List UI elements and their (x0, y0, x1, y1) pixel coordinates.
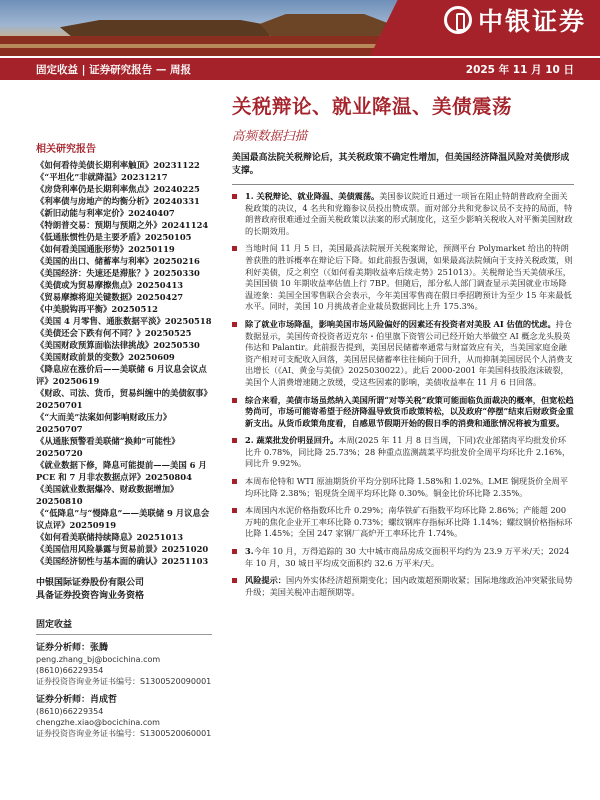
analyst-license: 证券投资咨询业务证书编号：S1300520090001 (36, 677, 212, 686)
bar-separator: | (81, 63, 86, 76)
report-abstract: 美国最高法院关税辩论后，其关税政策不确定性增加，但美国经济降温风险对美债形成支撑。 (232, 153, 570, 176)
related-report-item[interactable]: 《“低降息”与“慢降息”——美联储 9 月议息会议点评》20250919 (36, 508, 210, 530)
report-info-bar (0, 58, 600, 80)
analyst-phone: (8610)66229354 (36, 666, 104, 675)
main-content (232, 92, 574, 604)
summary-item-text: 本周(2025 年 11 月 8 日当周，下同)农业部猪肉平均批发价环比升 0.78%，同比降 25.73%；28 种重点监测蔬菜平均批发价全周平均环比升 2.16%，同比升 9.92%。 (245, 435, 571, 469)
related-report-item[interactable]: 《中美脱钩再平衡》20250512 (36, 304, 158, 314)
related-report-item[interactable]: 《房贷利率仍是长期利率焦点》20240225 (36, 184, 200, 194)
related-report-item[interactable]: 《从通胀预警看美联储“换帅”可能性》20250720 (36, 436, 180, 458)
bullet-icon (232, 398, 237, 403)
summary-item-lead: 2. 蔬菜批发价明显回升。 (245, 435, 339, 446)
category-label: 固定收益 (36, 63, 78, 76)
summary-item (232, 395, 574, 430)
bullet-icon (232, 508, 237, 513)
related-report-item[interactable]: 《美国就业数据爆冷、财政数据增加》20250810 (36, 484, 179, 506)
company-logo (444, 0, 586, 40)
related-report-item[interactable]: 《新旧动能与利率定价》20240407 (36, 208, 175, 218)
report-labels: 固定收益 | 证券研究报告 — 周报 (36, 63, 191, 76)
bullet-icon (232, 479, 237, 484)
related-report-item[interactable]: 《如何看美联储持续降息》20251013 (36, 532, 184, 542)
related-report-item[interactable]: 《如何看待美债长期利率触顶》20231122 (36, 160, 200, 170)
summary-list (232, 191, 574, 598)
summary-item-lead: 3. (245, 546, 254, 557)
summary-item-lead: 1. 关税辩论、就业降温、美债震荡。 (245, 191, 380, 201)
related-reports-title: 相关研究报告 (36, 144, 96, 155)
related-report-item[interactable]: 《“平坦化”非就降温》20231217 (36, 172, 168, 182)
logo-text: 中银证券 (477, 7, 586, 36)
summary-item-text: 当地时间 11 月 5 日，美国最高法院展开关税案辩论，预测平台 Polymarket 给出的特朗普获胜的胜诉概率在辩论后下降。如此前报告强调，如果最高法院倾向于支持关税政策，则利好美债，反之利空（《如何看美期收益率后续走势》251013）。关税辩论当天美债承压，美国国债 10 年期收益率估值上行 7BP。但随后，部分私人部门调查显示美国就业市场降温迹象：美国全国零售联合会表示，今年美国零售商在假日季招聘预计为至少 15 年来最低水平。同时，美国 10 月挑战者企业裁员数据同比上升 175.3%。 (245, 243, 573, 312)
analyst-license: 证券投资咨询业务证书编号：S1300520060001 (36, 729, 212, 738)
related-report-item[interactable]: 《美国信用风险暴露与贸易前景》20251020 (36, 544, 209, 554)
summary-item (232, 575, 574, 598)
related-report-item[interactable]: 《贸易摩擦将迎关键数据》20250427 (36, 292, 184, 302)
analyst-email[interactable]: chengzhe.xiao@bocichina.com (36, 718, 160, 727)
related-report-item[interactable]: 《美国财政前景的变数》20250609 (36, 352, 175, 362)
header-banner (0, 0, 600, 56)
related-report-item[interactable]: 《美国的出口、储蓄率与利率》20250216 (36, 256, 200, 266)
related-reports-list (36, 159, 212, 567)
palace-roof-image-2 (260, 14, 390, 36)
company-name: 中银国际证券股份有限公司 (36, 578, 145, 588)
summary-item (232, 546, 574, 569)
analyst-block (36, 695, 212, 739)
analyst-block (36, 643, 212, 687)
analyst-name: 证券分析师：张腾 (36, 643, 109, 653)
boc-logo-icon (444, 6, 472, 34)
bullet-icon (232, 578, 237, 583)
summary-item (232, 505, 574, 540)
related-report-item[interactable]: 《美债或为贸易摩擦焦点》20250413 (36, 280, 184, 290)
summary-item (232, 435, 574, 470)
related-report-item[interactable]: 《“大而美”法案如何影响财政压力》20250707 (36, 412, 172, 434)
summary-item (232, 191, 574, 237)
summary-item-lead: 综合来看，美债市场虽然纳入美国所谓“对等关税”政策可能面临负面裁决的概率，但宽松趋势尚可，市场可能寄希望于经济降温导致货币政策转松，以及政府“停摆”结束后财政资金重新支出。从货币政策角度看，自感恩节假期开始的假日季的消费和通胀情况将被为重要。 (245, 394, 574, 428)
summary-item-lead: 风险提示： (245, 575, 286, 586)
bullet-icon (232, 194, 237, 199)
related-report-item[interactable]: 《美国经济韧性与基本面的确认》20251103 (36, 556, 209, 566)
category-tag: 固定收益 (36, 617, 212, 635)
related-report-item[interactable]: 《如何看美国通胀形势》20250119 (36, 244, 175, 254)
related-report-item[interactable]: 《利率债与房地产的均衡分析》20240331 (36, 196, 200, 206)
divider (232, 184, 574, 185)
analyst-email[interactable]: peng.zhang_bj@bocichina.com (36, 655, 161, 664)
analyst-name: 证券分析师：肖成哲 (36, 695, 118, 705)
related-report-item[interactable]: 《美国财政预算面临法律挑战》20250530 (36, 340, 200, 350)
bullet-icon (232, 246, 237, 251)
related-report-item[interactable]: 《财政、司法、货币，贸易纠缠中的美债叙事》20250701 (36, 388, 212, 410)
related-report-item[interactable]: 《低通胀惯性仍是主要矛盾》20250105 (36, 232, 192, 242)
bullet-icon (232, 322, 237, 327)
summary-item-text: 今年 10 月，万得追踪的 30 大中城市商品房成交面积平均约为 23.9 万平米/天；2024 年 10 月，30 城日平均成交面积约 32.6 万平米/天。 (245, 546, 570, 568)
report-type-label: 证券研究报告 (89, 63, 153, 76)
summary-item-text: 本周布伦特和 WTI 原油期货价平均分别环比降 1.58%和 1.02%。LME 铜现货价全周平均环比降 2.38%；铝现货全周平均环比降 0.30%。铜金比价环比降 2.35%。 (245, 476, 569, 498)
company-qualification: 具备证券投资咨询业务资格 (36, 591, 145, 601)
summary-item (232, 476, 574, 499)
related-report-item[interactable]: 《特朗普交易：预期与预期之外》20241124 (36, 220, 209, 230)
summary-item (232, 319, 574, 389)
related-report-item[interactable]: 《美国经济：失速还是滞胀？》20250330 (36, 268, 200, 278)
summary-item-text: 美国参议院近日通过一项旨在阻止特朗普政府全面关税政策的决议，4 名共和党籍参议员投出赞成票。面对部分共和党参议员不支持的局面，特朗普政府很难通过全面关税政策以法案的形式制度化，这至少影响关税收入对平衡美国财政的长期效用。 (245, 191, 573, 236)
summary-item (232, 243, 574, 313)
related-report-item[interactable]: 《美债还会下跌有何不同？》20250525 (36, 328, 192, 338)
report-subtitle: 高频数据扫描 (232, 128, 308, 143)
summary-item-text: 持仓数据显示，美国传奇投资者迈克尔・伯里旗下资管公司已经开始大举做空 AI 概念龙头股英伟达和 Palantir。此前报告提到，美国居民储蓄率通常与财富效应有关，当美国家庭金融资产相对可支配收入回落，美国居民储蓄率往往倾向于回升，从而抑制美国居民个人消费支出增长（《AI、黄金与美债》2025030022）。此后 2000-2001 年美国科技股泡沫破裂，美国个人消费增速随之放缓，受这些因素的影响，美债收益率在 11 月 6 日回落。 (245, 318, 573, 387)
analyst-phone: (8610)66229354 (36, 707, 104, 716)
report-date: 2025 年 11 月 10 日 (465, 63, 574, 76)
company-info (36, 577, 212, 603)
summary-item-text: 本周国内水泥价格指数环比升 0.29%；南华铁矿石指数平均环比降 2.86%；产能超 200 万吨的焦化企业开工率环比降 0.73%；螺纹钢库存指标环比降 1.14%；螺纹钢价格指标环比降 1.45%；全国 247 家钢厂高炉开工率环比升 1.74%。 (245, 505, 573, 539)
bullet-icon (232, 549, 237, 554)
report-title: 关税辩论、就业降温、美债震荡 (232, 95, 513, 118)
related-report-item[interactable]: 《美国 4 月零售、通胀数据平淡》20250518 (36, 316, 212, 326)
bullet-icon (232, 438, 237, 443)
report-kind-label: 周报 (169, 63, 191, 76)
sidebar (36, 140, 212, 739)
related-report-item[interactable]: 《就业数据下修，降息可能提前——美国 6 月 PCE 和 7 月非农数据点评》20250804 (36, 460, 207, 482)
related-report-item[interactable]: 《降息应在涨价后——美联储 6 月议息会议点评》20250619 (36, 364, 207, 386)
summary-item-lead: 除了就业市场降温，影响美国市场风险偏好的因素还有投资者对美股 AI 估值的忧虑。 (245, 318, 556, 329)
summary-item-text: 国内外实体经济超预期变化；国内政策超预期收紧；国际地缘政治冲突紧张局势升级；美国关税冲击超预期等。 (245, 575, 573, 597)
